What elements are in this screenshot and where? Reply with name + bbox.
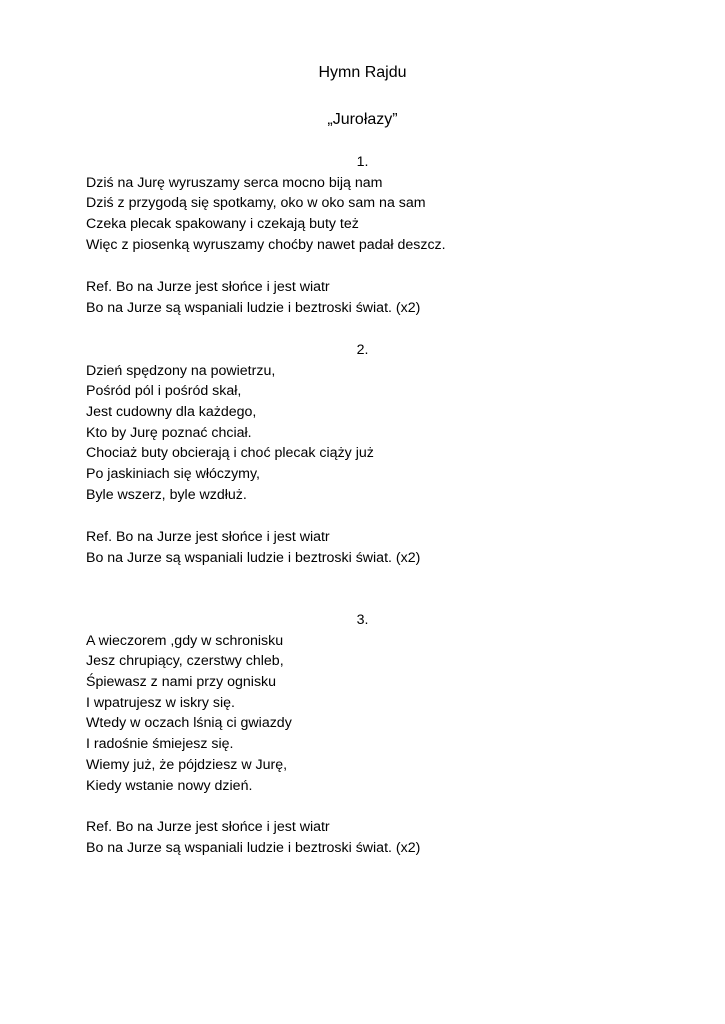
refrain-lines bbox=[86, 817, 666, 858]
verse-number: 1. bbox=[356, 154, 369, 170]
refrain-line: Bo na Jurze są wspaniali ludzie i beztroski świat. (x2) bbox=[86, 299, 421, 316]
verse-2 bbox=[86, 340, 666, 506]
refrain-2 bbox=[86, 527, 666, 568]
verse-line: Jesz chrupiący, czerstwy chleb, bbox=[86, 653, 284, 670]
refrain-line: Ref. Bo na Jurze jest słońce i jest wiatr bbox=[86, 279, 330, 295]
verse-lines bbox=[86, 631, 666, 797]
refrain-line: Ref. Bo na Jurze jest słońce i jest wiatr bbox=[86, 529, 330, 545]
verse-3 bbox=[86, 610, 666, 796]
refrain-lines bbox=[86, 527, 666, 568]
verse-line: I wpatrujesz w iskry się. bbox=[86, 694, 236, 711]
refrain-3 bbox=[86, 817, 666, 858]
verse-lines bbox=[86, 173, 666, 256]
verse-line: Więc z piosenką wyruszamy choćby nawet padał deszcz. bbox=[86, 236, 446, 253]
verse-line: Dziś na Jurę wyruszamy serca mocno biją nam bbox=[86, 174, 383, 191]
verse-line: Jest cudowny dla każdego, bbox=[86, 404, 257, 421]
verse-line: Kiedy wstanie nowy dzień. bbox=[86, 777, 253, 794]
verse-line: Dzień spędzony na powietrzu, bbox=[86, 362, 276, 379]
refrain-line: Bo na Jurze są wspaniali ludzie i beztroski świat. (x2) bbox=[86, 549, 421, 566]
verse-lines bbox=[86, 361, 666, 506]
verse-line: I radośnie śmiejesz się. bbox=[86, 736, 234, 753]
verse-1 bbox=[86, 152, 666, 255]
verse-line: Po jaskiniach się włóczymy, bbox=[86, 466, 260, 483]
verse-line: Wtedy w oczach lśnią ci gwiazdy bbox=[86, 715, 292, 732]
verse-line: Pośród pól i pośród skał, bbox=[86, 383, 242, 400]
verse-number: 2. bbox=[356, 342, 369, 358]
verse-number: 3. bbox=[356, 612, 369, 628]
refrain-line: Bo na Jurze są wspaniali ludzie i beztroski świat. (x2) bbox=[86, 839, 421, 856]
verse-line: Dziś z przygodą się spotkamy, oko w oko sam na sam bbox=[86, 195, 426, 212]
document-subtitle: „Jurołazy” bbox=[327, 111, 398, 128]
verse-line: Chociaż buty obcierają i choć plecak ciąży już bbox=[86, 445, 374, 462]
verse-line: Byle wszerz, byle wzdłuż. bbox=[86, 486, 247, 503]
refrain-1 bbox=[86, 277, 666, 318]
verse-line: Śpiewasz z nami przy ognisku bbox=[86, 674, 277, 691]
verse-line: Wiemy już, że pójdziesz w Jurę, bbox=[86, 756, 288, 773]
verse-line: Kto by Jurę poznać chciał. bbox=[86, 424, 252, 441]
refrain-lines bbox=[86, 277, 666, 318]
document-title: Hymn Rajdu bbox=[318, 64, 407, 81]
verse-line: Czeka plecak spakowany i czekają buty też bbox=[86, 216, 359, 233]
refrain-line: Ref. Bo na Jurze jest słońce i jest wiatr bbox=[86, 819, 330, 835]
verse-line: A wieczorem ,gdy w schronisku bbox=[86, 632, 284, 649]
